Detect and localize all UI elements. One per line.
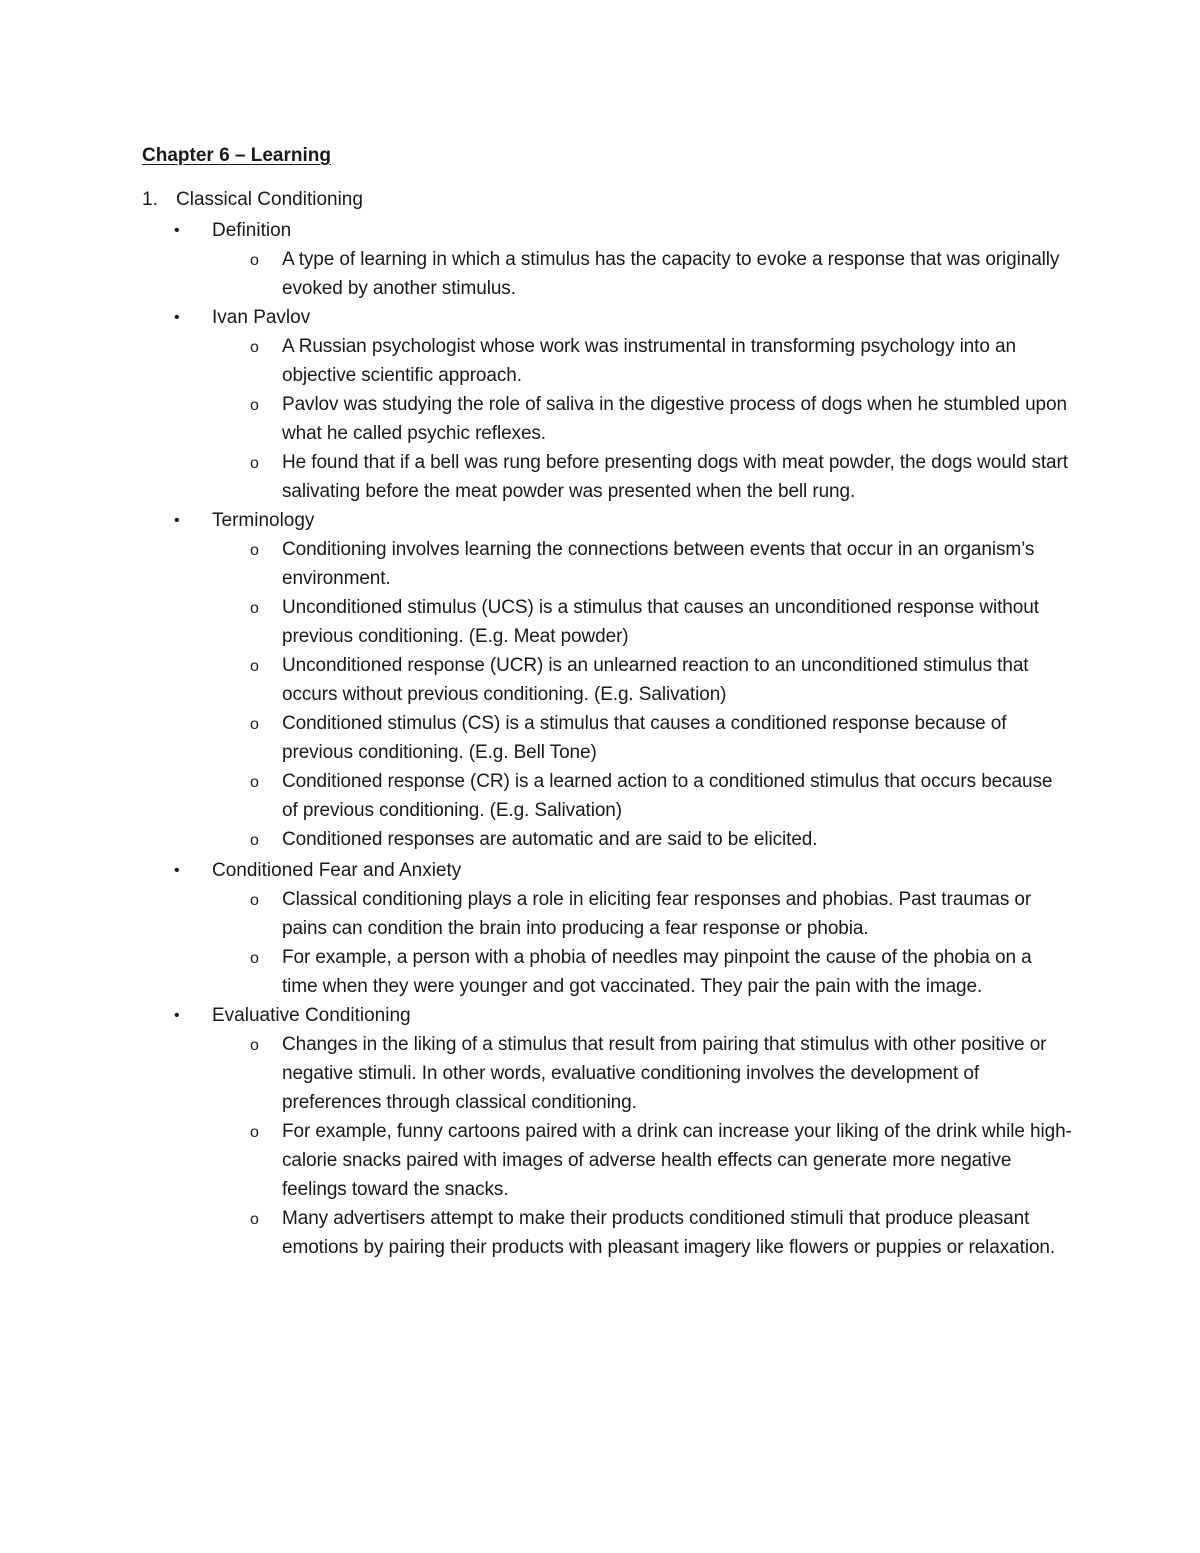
sub-point-list bbox=[142, 885, 1072, 1001]
section-classical-conditioning bbox=[142, 187, 1072, 1262]
topic-label: Ivan Pavlov bbox=[212, 307, 311, 328]
sub-marker: o bbox=[250, 455, 259, 472]
topic-heading bbox=[142, 506, 1072, 535]
section-number: 1. bbox=[142, 189, 158, 210]
sub-point bbox=[250, 651, 1072, 709]
sub-point bbox=[250, 709, 1072, 767]
page-title: Chapter 6 – Learning bbox=[142, 145, 331, 166]
sub-point-text: Classical conditioning plays a role in eliciting fear responses and phobias. Past traumas or pains can condition the brain into producing a fear response or phobia. bbox=[282, 889, 1032, 939]
topic-heading bbox=[142, 303, 1072, 332]
sub-marker: o bbox=[250, 397, 259, 414]
topic-item bbox=[142, 506, 1072, 856]
section-title: Classical Conditioning bbox=[176, 189, 363, 210]
sub-marker: o bbox=[250, 950, 259, 967]
sub-point-text: Unconditioned response (UCR) is an unlearned reaction to an unconditioned stimulus that occurs without previous conditioning. (E.g. Salivation) bbox=[282, 655, 1029, 705]
topic-heading bbox=[142, 856, 1072, 885]
sub-marker: o bbox=[250, 542, 259, 559]
sub-point bbox=[250, 885, 1072, 943]
topic-item bbox=[142, 216, 1072, 303]
sub-marker: o bbox=[250, 832, 259, 849]
sub-marker: o bbox=[250, 600, 259, 617]
sub-point-text: For example, a person with a phobia of needles may pinpoint the cause of the phobia on a time when they were younger and got vaccinated. They pair the pain with the image. bbox=[282, 947, 1032, 997]
sub-point bbox=[250, 1204, 1072, 1262]
sub-point bbox=[250, 943, 1072, 1001]
sub-point-text: A Russian psychologist whose work was instrumental in transforming psychology into an objective scientific approach. bbox=[282, 336, 1016, 386]
sub-marker: o bbox=[250, 1211, 259, 1228]
topic-label: Conditioned Fear and Anxiety bbox=[212, 860, 462, 881]
sub-marker: o bbox=[250, 252, 259, 269]
sub-point bbox=[250, 593, 1072, 651]
sub-point bbox=[250, 390, 1072, 448]
sub-point-text: Conditioned stimulus (CS) is a stimulus that causes a conditioned response because of previous conditioning. (E.g. Bell Tone) bbox=[282, 713, 1007, 763]
sub-point-text: Conditioning involves learning the connections between events that occur in an organism’s environment. bbox=[282, 539, 1035, 589]
sub-point-list bbox=[142, 332, 1072, 506]
sub-point bbox=[250, 332, 1072, 390]
sub-point-text: Pavlov was studying the role of saliva in the digestive process of dogs when he stumbled upon what he called psychic reflexes. bbox=[282, 394, 1067, 444]
sub-point-text: A type of learning in which a stimulus has the capacity to evoke a response that was originally evoked by another stimulus. bbox=[282, 249, 1060, 299]
sub-point-text: Conditioned responses are automatic and are said to be elicited. bbox=[282, 829, 818, 850]
sub-point-text: Unconditioned stimulus (UCS) is a stimulus that causes an unconditioned response without previous conditioning. (E.g. Meat powder) bbox=[282, 597, 1039, 647]
sub-marker: o bbox=[250, 1037, 259, 1054]
topic-label: Definition bbox=[212, 220, 292, 241]
topic-label: Terminology bbox=[212, 510, 315, 531]
topic-label: Evaluative Conditioning bbox=[212, 1005, 411, 1026]
section-heading bbox=[142, 187, 1072, 216]
sub-point bbox=[250, 825, 1072, 856]
sub-point-text: Many advertisers attempt to make their products conditioned stimuli that produce pleasant emotions by pairing their products with pleasant imagery like flowers or puppies or relaxation. bbox=[282, 1208, 1056, 1258]
sub-point-list bbox=[142, 245, 1072, 303]
sub-point bbox=[250, 767, 1072, 825]
sub-point-text: He found that if a bell was rung before presenting dogs with meat powder, the dogs would start salivating before the meat powder was presented when the bell rung. bbox=[282, 452, 1068, 502]
sub-marker: o bbox=[250, 774, 259, 791]
sub-point bbox=[250, 1117, 1072, 1204]
sub-point-text: For example, funny cartoons paired with a drink can increase your liking of the drink while high-calorie snacks paired with images of adverse health effects can generate more negative feelings toward the snacks. bbox=[282, 1121, 1072, 1200]
sub-marker: o bbox=[250, 658, 259, 675]
sub-point-text: Changes in the liking of a stimulus that result from pairing that stimulus with other positive or negative stimuli. In other words, evaluative conditioning involves the development of preferences through classical conditioning. bbox=[282, 1034, 1047, 1113]
topic-heading bbox=[142, 1001, 1072, 1030]
bullet-marker: • bbox=[174, 309, 180, 326]
sub-point bbox=[250, 1030, 1072, 1117]
sub-point bbox=[250, 448, 1072, 506]
sub-point-list bbox=[142, 535, 1072, 856]
sub-marker: o bbox=[250, 716, 259, 733]
bullet-marker: • bbox=[174, 862, 180, 879]
bullet-marker: • bbox=[174, 512, 180, 529]
topic-item bbox=[142, 856, 1072, 1001]
sub-point-text: Conditioned response (CR) is a learned action to a conditioned stimulus that occurs because of previous conditioning. (E.g. Salivation) bbox=[282, 771, 1053, 821]
sub-marker: o bbox=[250, 1124, 259, 1141]
bullet-marker: • bbox=[174, 222, 180, 239]
bullet-marker: • bbox=[174, 1007, 180, 1024]
topic-heading bbox=[142, 216, 1072, 245]
topic-item bbox=[142, 303, 1072, 506]
sub-marker: o bbox=[250, 339, 259, 356]
sub-point bbox=[250, 535, 1072, 593]
topic-item bbox=[142, 1001, 1072, 1262]
topic-list bbox=[142, 216, 1072, 1262]
sub-point-list bbox=[142, 1030, 1072, 1262]
sub-marker: o bbox=[250, 892, 259, 909]
sub-point bbox=[250, 245, 1072, 303]
